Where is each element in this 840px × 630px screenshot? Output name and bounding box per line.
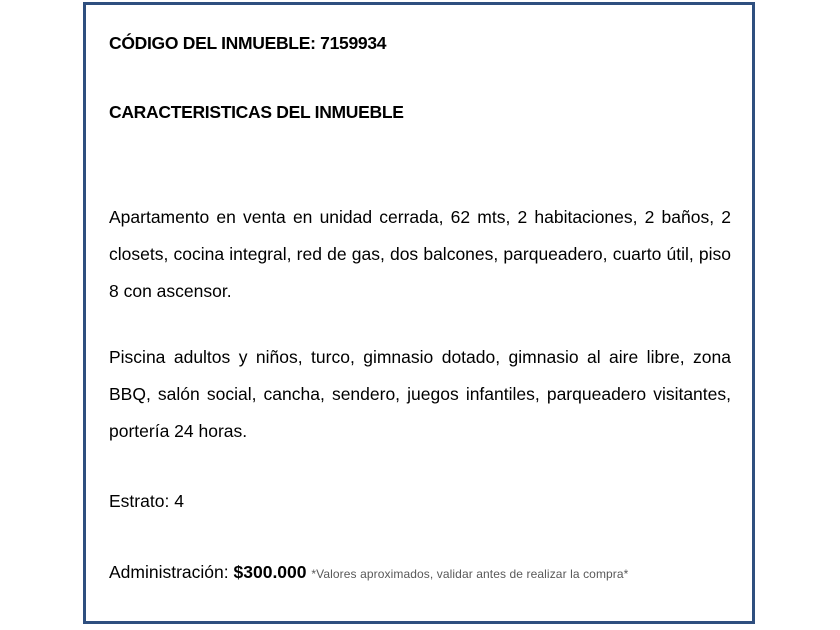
listing-card-border [83, 2, 755, 624]
price-disclaimer: *Valores aproximados, validar antes de realizar la compra* [311, 567, 629, 581]
estrato-label: Estrato: [109, 491, 170, 511]
amenities-paragraph: Piscina adultos y niños, turco, gimnasio dotado, gimnasio al aire libre, zona BBQ, salón social, cancha, sendero, juegos infantiles, parqueadero visitantes, portería 24 horas. [109, 347, 731, 441]
estrato-value: 4 [174, 491, 184, 511]
property-code-value: 7159934 [320, 33, 387, 53]
administracion-label: Administración: [109, 562, 229, 582]
description-paragraph: Apartamento en venta en unidad cerrada, 62 mts, 2 habitaciones, 2 baños, 2 closets, cocina integral, red de gas, dos balcones, parqueadero, cuarto útil, piso 8 con ascensor. [109, 207, 731, 301]
property-code-label: CÓDIGO DEL INMUEBLE: [109, 33, 316, 53]
property-code [109, 32, 386, 54]
administracion-row [109, 561, 628, 585]
administracion-value: $300.000 [233, 562, 307, 582]
section-title: CARACTERISTICAS DEL INMUEBLE [109, 102, 404, 122]
estrato-row [109, 490, 184, 512]
